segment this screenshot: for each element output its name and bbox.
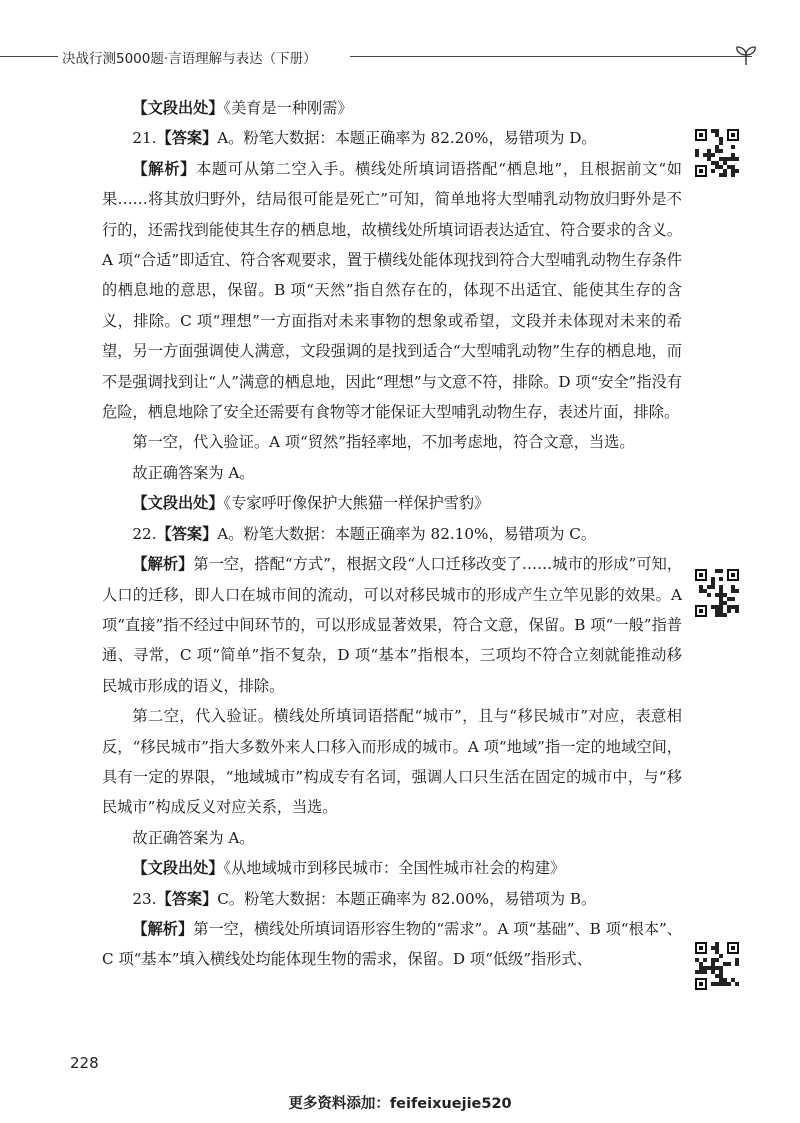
- source-line: 【文段出处】《专家呼吁像保护大熊猫一样保护雪豹》: [132, 494, 490, 513]
- source-line: 【文段出处】《美育是一种刚需》: [132, 99, 353, 117]
- answer-line: 21.【答案】A。粉笔大数据：本题正确率为 82.20%，易错项为 D。: [132, 129, 597, 148]
- qr-code-icon[interactable]: [695, 129, 739, 177]
- body-paragraph: 第二空，代入验证。横线处所填词语搭配“城市”，且与“移民城市”对应，表意相反，“移民城市”指大多数外来人口移入而形成的城市。A 项“地域”指一定的地域空间，具有一定的界限，“地域城市”构成专有名词，强调人口只生活在固定的城市中，与“移民城市”构成反义对应关系，当选。: [102, 707, 682, 817]
- header-rule-right: [350, 56, 752, 57]
- header-rule-left: [0, 56, 58, 57]
- page-body: [102, 93, 682, 975]
- answer-conclusion: 故正确答案为 A。: [132, 828, 255, 847]
- body-paragraph: 第一空，代入验证。A 项“贸然”指轻率地，不加考虑地，符合文意，当选。: [132, 433, 635, 452]
- footer-note: 更多资料添加：feifeixuejie520: [288, 1096, 512, 1112]
- analysis-paragraph: 【解析】第一空，横线处所填词语形容生物的“需求”。A 项“基础”、B 项“根本”、C 项“基本”填入横线处均能体现生物的需求，保留。D 项“低级”指形式、: [102, 919, 682, 969]
- source-line: 【文段出处】《从地域城市到移民城市：全国性城市社会的构建》: [132, 859, 566, 878]
- answer-line: 23.【答案】C。粉笔大数据：本题正确率为 82.00%，易错项为 B。: [132, 889, 597, 908]
- answer-conclusion: 故正确答案为 A。: [132, 463, 255, 482]
- analysis-paragraph: 【解析】第一空，搭配“方式”，根据文段“人口迁移改变了……城市的形成”可知，人口的迁移，即人口在城市间的流动，可以对移民城市的形成产生立竿见影的效果。A 项“直接”指不经过中间环节的，可以形成显著效果，符合文意，保留。B 项“一般”指普通、寻常，C 项“简单”指不复杂，D 项“基本”指根本，三项均不符合立刻就能推动移民城市形成的语义，排除。: [102, 555, 683, 695]
- qr-code-icon[interactable]: [695, 942, 739, 990]
- book-title: 决战行测5000题·言语理解与表达（下册）: [62, 51, 317, 67]
- analysis-paragraph: 【解析】本题可从第二空入手。横线处所填词语搭配“栖息地”，且根据前文“如果……将其放归野外，结局很可能是死亡”可知，简单地将大型哺乳动物放归野外是不行的，还需找到能使其生存的栖息地，故横线处所填词语表达适宜、符合要求的含义。A 项“合适”即适宜、符合客观要求，置于横线处能体现找到符合大型哺乳动物生存条件的栖息地的意思，保留。B 项“天然”指自然存在的，体现不出适宜、能使其生存的含义，排除。C 项“理想”一方面指对未来事物的想象或希望，文段并未体现对未来的希望，另一方面强调使人满意，文段强调的是找到适合“大型哺乳动物”生存的栖息地，而不是强调找到让“人”满意的栖息地，因此“理想”与文意不符，排除。D 项“安全”指没有危险，栖息地除了安全还需要有食物等才能保证大型哺乳动物生存，表述片面，排除。: [102, 159, 682, 422]
- running-header: [0, 44, 800, 68]
- qr-code-icon[interactable]: [695, 569, 739, 617]
- sprout-icon: [732, 44, 760, 66]
- answer-line: 22.【答案】A。粉笔大数据：本题正确率为 82.10%，易错项为 C。: [132, 524, 597, 543]
- page-number: 228: [70, 1054, 99, 1072]
